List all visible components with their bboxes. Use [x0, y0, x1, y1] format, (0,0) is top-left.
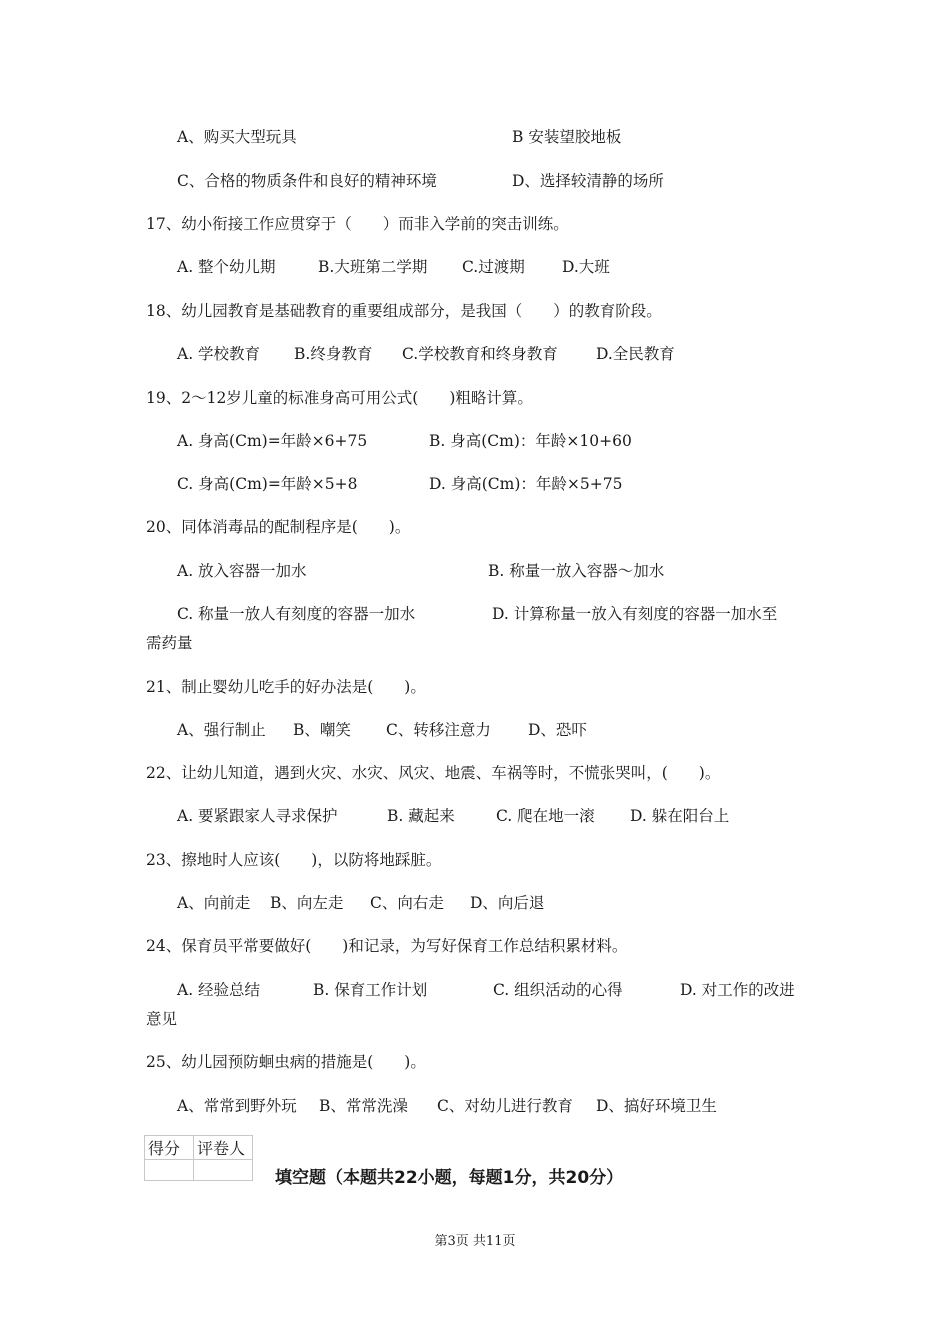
q19-option-c: C. 身高(Cm)=年龄×5+8	[177, 475, 358, 493]
score-box-blank-row	[145, 1160, 253, 1181]
q25-option-c: C、对幼儿进行教育	[437, 1097, 573, 1115]
grader-label: 评卷人	[194, 1136, 253, 1160]
q20-stem: 20、同体消毒品的配制程序是( )。	[146, 518, 411, 536]
q24-option-d-continued: 意见	[146, 1010, 178, 1028]
q16-option-a: A、购买大型玩具	[177, 128, 297, 146]
q20-option-d-continued: 需药量	[146, 634, 193, 652]
q23-option-b: B、向左走	[270, 894, 344, 912]
q17-option-c: C.过渡期	[462, 258, 525, 276]
q18-option-b: B.终身教育	[294, 345, 373, 363]
q19-stem: 19、2～12岁儿童的标准身高可用公式( )粗略计算。	[146, 389, 533, 407]
q19-option-b: B. 身高(Cm)：年龄×10+60	[429, 432, 632, 450]
q24-option-c: C. 组织活动的心得	[493, 981, 623, 999]
q16-option-b: B 安装望胶地板	[512, 128, 622, 146]
q22-option-c: C. 爬在地一滚	[496, 807, 595, 825]
grader-cell	[194, 1160, 253, 1181]
q20-option-a: A. 放入容器一加水	[177, 562, 307, 580]
q25-option-b: B、常常洗澡	[319, 1097, 408, 1115]
q17-option-b: B.大班第二学期	[318, 258, 428, 276]
score-cell	[145, 1160, 194, 1181]
q18-stem: 18、幼儿园教育是基础教育的重要组成部分，是我国（ ）的教育阶段。	[146, 302, 662, 320]
q24-option-b: B. 保育工作计划	[313, 981, 428, 999]
q20-option-c: C. 称量一放人有刻度的容器一加水	[177, 605, 416, 623]
q17-stem: 17、幼小衔接工作应贯穿于（ ）而非入学前的突击训练。	[146, 215, 569, 233]
q22-option-a: A. 要紧跟家人寻求保护	[177, 807, 338, 825]
q19-option-a: A. 身高(Cm)=年龄×6+75	[177, 432, 368, 450]
score-label: 得分	[145, 1136, 194, 1160]
q21-option-d: D、恐吓	[528, 721, 587, 739]
q25-option-d: D、搞好环境卫生	[596, 1097, 717, 1115]
q18-option-a: A. 学校教育	[177, 345, 261, 363]
q23-stem: 23、擦地时人应该( )，以防将地踩脏。	[146, 851, 442, 869]
q23-option-c: C、向右走	[370, 894, 444, 912]
page-footer: 第3页 共11页	[434, 1234, 516, 1249]
q16-option-d: D、选择较清静的场所	[512, 172, 664, 190]
q20-option-b: B. 称量一放入容器～加水	[488, 562, 665, 580]
score-box	[144, 1135, 253, 1181]
q22-option-b: B. 藏起来	[387, 807, 455, 825]
q22-stem: 22、让幼儿知道，遇到火灾、水灾、风灾、地震、车祸等时，不慌张哭叫，( )。	[146, 764, 721, 782]
q19-option-d: D. 身高(Cm)：年龄×5+75	[429, 475, 623, 493]
q20-option-d: D. 计算称量一放入有刻度的容器一加水至	[492, 605, 778, 623]
q25-stem: 25、幼儿园预防蛔虫病的措施是( )。	[146, 1053, 426, 1071]
q18-option-d: D.全民教育	[596, 345, 675, 363]
q17-option-d: D.大班	[562, 258, 610, 276]
q24-option-d: D. 对工作的改进	[680, 981, 795, 999]
score-box-header-row	[145, 1136, 253, 1160]
q21-option-c: C、转移注意力	[386, 721, 491, 739]
q24-option-a: A. 经验总结	[177, 981, 261, 999]
q25-option-a: A、常常到野外玩	[177, 1097, 297, 1115]
q17-option-a: A. 整个幼儿期	[177, 258, 276, 276]
q21-option-a: A、强行制止	[177, 721, 266, 739]
q22-option-d: D. 躲在阳台上	[630, 807, 730, 825]
section-title: 填空题（本题共22小题，每题1分，共20分）	[275, 1168, 624, 1188]
q21-option-b: B、嘲笑	[293, 721, 351, 739]
q23-option-d: D、向后退	[470, 894, 545, 912]
q23-option-a: A、向前走	[177, 894, 251, 912]
q16-option-c: C、合格的物质条件和良好的精神环境	[177, 172, 437, 190]
q18-option-c: C.学校教育和终身教育	[402, 345, 558, 363]
q21-stem: 21、制止婴幼儿吃手的好办法是( )。	[146, 678, 426, 696]
q24-stem: 24、保育员平常要做好( )和记录，为写好保育工作总结积累材料。	[146, 937, 628, 955]
